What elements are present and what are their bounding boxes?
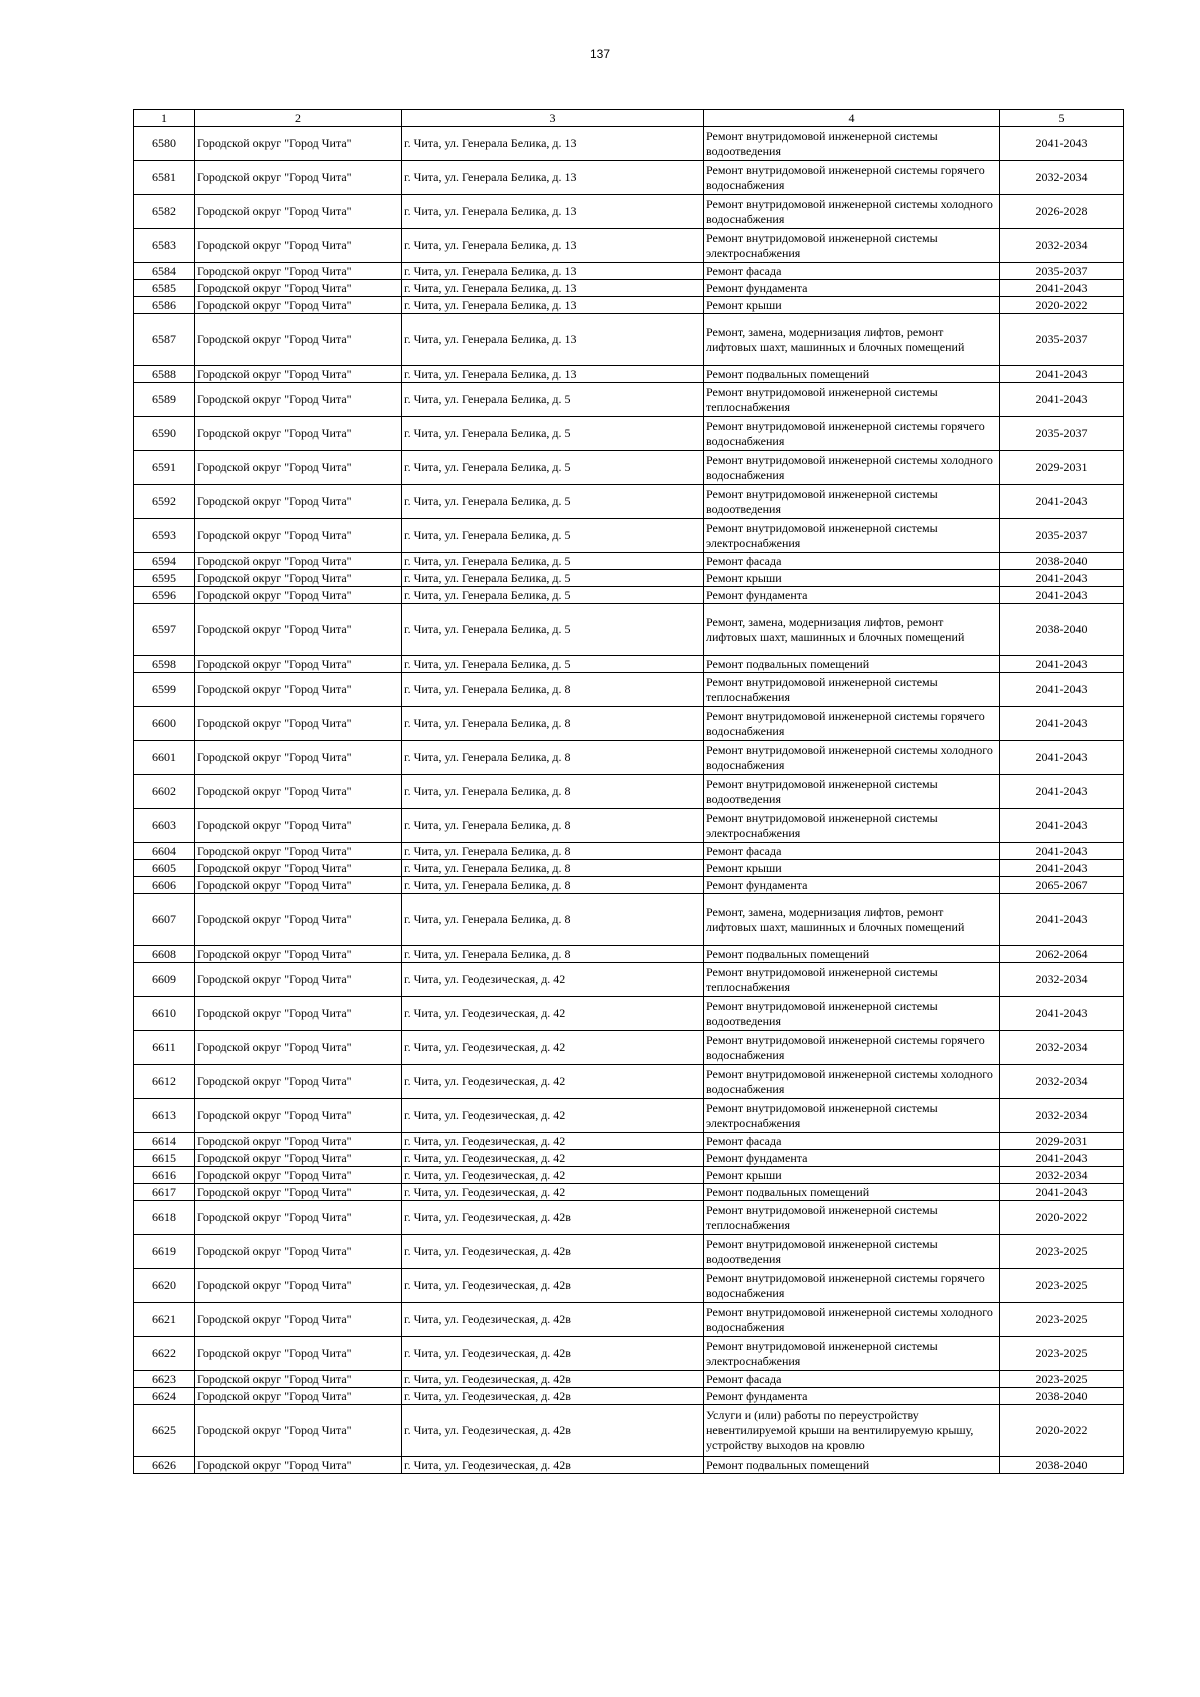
table-row — [134, 553, 1124, 570]
cell-address: г. Чита, ул. Генерала Белика, д. 5 — [402, 570, 704, 587]
cell-address: г. Чита, ул. Геодезическая, д. 42в — [402, 1388, 704, 1405]
cell-address: г. Чита, ул. Генерала Белика, д. 8 — [402, 894, 704, 946]
cell-address: г. Чита, ул. Геодезическая, д. 42 — [402, 1031, 704, 1065]
table-row — [134, 1269, 1124, 1303]
cell-row-number: 6614 — [134, 1133, 195, 1150]
cell-work-type: Ремонт внутридомовой инженерной системы холодного водоснабжения — [704, 741, 1000, 775]
cell-municipality: Городской округ "Город Чита" — [195, 195, 402, 229]
table-row — [134, 946, 1124, 963]
cell-period: 2035-2037 — [1000, 519, 1124, 553]
cell-address: г. Чита, ул. Генерала Белика, д. 8 — [402, 707, 704, 741]
cell-row-number: 6582 — [134, 195, 195, 229]
cell-address: г. Чита, ул. Геодезическая, д. 42 — [402, 1184, 704, 1201]
cell-work-type: Ремонт, замена, модернизация лифтов, ремонт лифтовых шахт, машинных и блочных помещений — [704, 604, 1000, 656]
header-cell-1: 1 — [134, 110, 195, 127]
cell-row-number: 6590 — [134, 417, 195, 451]
cell-row-number: 6594 — [134, 553, 195, 570]
cell-period: 2041-2043 — [1000, 1150, 1124, 1167]
cell-period: 2038-2040 — [1000, 1457, 1124, 1474]
cell-municipality: Городской округ "Город Чита" — [195, 366, 402, 383]
cell-work-type: Ремонт внутридомовой инженерной системы теплоснабжения — [704, 383, 1000, 417]
cell-municipality: Городской округ "Город Чита" — [195, 997, 402, 1031]
cell-municipality: Городской округ "Город Чита" — [195, 587, 402, 604]
table-row — [134, 314, 1124, 366]
cell-address: г. Чита, ул. Генерала Белика, д. 13 — [402, 127, 704, 161]
cell-period: 2041-2043 — [1000, 570, 1124, 587]
table-row — [134, 263, 1124, 280]
cell-period: 2038-2040 — [1000, 1388, 1124, 1405]
table-row — [134, 297, 1124, 314]
cell-municipality: Городской округ "Город Чита" — [195, 1388, 402, 1405]
cell-period: 2023-2025 — [1000, 1235, 1124, 1269]
cell-period: 2041-2043 — [1000, 775, 1124, 809]
cell-row-number: 6616 — [134, 1167, 195, 1184]
cell-period: 2062-2064 — [1000, 946, 1124, 963]
cell-municipality: Городской округ "Город Чита" — [195, 263, 402, 280]
cell-work-type: Ремонт внутридомовой инженерной системы электроснабжения — [704, 519, 1000, 553]
table-row — [134, 809, 1124, 843]
cell-municipality: Городской округ "Город Чита" — [195, 604, 402, 656]
cell-work-type: Ремонт подвальных помещений — [704, 1184, 1000, 1201]
cell-municipality: Городской округ "Город Чита" — [195, 314, 402, 366]
cell-municipality: Городской округ "Город Чита" — [195, 894, 402, 946]
table-row — [134, 366, 1124, 383]
cell-work-type: Ремонт внутридомовой инженерной системы электроснабжения — [704, 229, 1000, 263]
table-row — [134, 860, 1124, 877]
cell-address: г. Чита, ул. Генерала Белика, д. 5 — [402, 587, 704, 604]
cell-period: 2041-2043 — [1000, 741, 1124, 775]
cell-work-type: Ремонт подвальных помещений — [704, 656, 1000, 673]
cell-period: 2026-2028 — [1000, 195, 1124, 229]
cell-address: г. Чита, ул. Генерала Белика, д. 5 — [402, 383, 704, 417]
cell-period: 2020-2022 — [1000, 1201, 1124, 1235]
cell-work-type: Ремонт крыши — [704, 1167, 1000, 1184]
cell-row-number: 6584 — [134, 263, 195, 280]
cell-row-number: 6607 — [134, 894, 195, 946]
cell-period: 2035-2037 — [1000, 314, 1124, 366]
table-row — [134, 1457, 1124, 1474]
cell-work-type: Ремонт внутридомовой инженерной системы водоотведения — [704, 997, 1000, 1031]
cell-work-type: Ремонт внутридомовой инженерной системы холодного водоснабжения — [704, 1065, 1000, 1099]
cell-address: г. Чита, ул. Геодезическая, д. 42в — [402, 1235, 704, 1269]
cell-row-number: 6603 — [134, 809, 195, 843]
table-row — [134, 877, 1124, 894]
cell-municipality: Городской округ "Город Чита" — [195, 1371, 402, 1388]
cell-work-type: Ремонт фундамента — [704, 1388, 1000, 1405]
cell-period: 2038-2040 — [1000, 553, 1124, 570]
cell-work-type: Ремонт внутридомовой инженерной системы теплоснабжения — [704, 963, 1000, 997]
cell-work-type: Ремонт фасада — [704, 843, 1000, 860]
cell-period: 2041-2043 — [1000, 280, 1124, 297]
cell-address: г. Чита, ул. Генерала Белика, д. 5 — [402, 604, 704, 656]
cell-period: 2029-2031 — [1000, 1133, 1124, 1150]
cell-municipality: Городской округ "Город Чита" — [195, 1150, 402, 1167]
cell-period: 2029-2031 — [1000, 451, 1124, 485]
cell-period: 2041-2043 — [1000, 485, 1124, 519]
table-row — [134, 775, 1124, 809]
cell-period: 2032-2034 — [1000, 1099, 1124, 1133]
cell-municipality: Городской округ "Город Чита" — [195, 383, 402, 417]
table-body — [134, 110, 1124, 1474]
cell-address: г. Чита, ул. Геодезическая, д. 42в — [402, 1371, 704, 1388]
cell-work-type: Ремонт, замена, модернизация лифтов, ремонт лифтовых шахт, машинных и блочных помещений — [704, 314, 1000, 366]
table-row — [134, 587, 1124, 604]
cell-work-type: Ремонт внутридомовой инженерной системы горячего водоснабжения — [704, 161, 1000, 195]
cell-address: г. Чита, ул. Генерала Белика, д. 13 — [402, 229, 704, 263]
table-row — [134, 1167, 1124, 1184]
table-row — [134, 1201, 1124, 1235]
table-row — [134, 1337, 1124, 1371]
cell-address: г. Чита, ул. Генерала Белика, д. 8 — [402, 775, 704, 809]
cell-address: г. Чита, ул. Генерала Белика, д. 13 — [402, 366, 704, 383]
cell-period: 2032-2034 — [1000, 963, 1124, 997]
cell-municipality: Городской округ "Город Чита" — [195, 1303, 402, 1337]
cell-work-type: Ремонт внутридомовой инженерной системы холодного водоснабжения — [704, 195, 1000, 229]
cell-municipality: Городской округ "Город Чита" — [195, 127, 402, 161]
cell-period: 2041-2043 — [1000, 673, 1124, 707]
cell-municipality: Городской округ "Город Чита" — [195, 1133, 402, 1150]
cell-address: г. Чита, ул. Геодезическая, д. 42 — [402, 1133, 704, 1150]
table-row — [134, 383, 1124, 417]
cell-address: г. Чита, ул. Генерала Белика, д. 13 — [402, 161, 704, 195]
cell-work-type: Ремонт фасада — [704, 1371, 1000, 1388]
table-row — [134, 280, 1124, 297]
cell-municipality: Городской округ "Город Чита" — [195, 570, 402, 587]
cell-work-type: Ремонт фасада — [704, 1133, 1000, 1150]
cell-row-number: 6592 — [134, 485, 195, 519]
table-row — [134, 519, 1124, 553]
cell-period: 2032-2034 — [1000, 1031, 1124, 1065]
cell-work-type: Ремонт внутридомовой инженерной системы горячего водоснабжения — [704, 1269, 1000, 1303]
cell-work-type: Ремонт внутридомовой инженерной системы горячего водоснабжения — [704, 707, 1000, 741]
cell-address: г. Чита, ул. Геодезическая, д. 42в — [402, 1457, 704, 1474]
cell-row-number: 6611 — [134, 1031, 195, 1065]
cell-period: 2023-2025 — [1000, 1303, 1124, 1337]
cell-period: 2035-2037 — [1000, 417, 1124, 451]
cell-work-type: Ремонт крыши — [704, 570, 1000, 587]
cell-row-number: 6585 — [134, 280, 195, 297]
cell-row-number: 6620 — [134, 1269, 195, 1303]
cell-municipality: Городской округ "Город Чита" — [195, 843, 402, 860]
cell-work-type: Ремонт подвальных помещений — [704, 946, 1000, 963]
table-row — [134, 570, 1124, 587]
cell-row-number: 6625 — [134, 1405, 195, 1457]
cell-work-type: Ремонт внутридомовой инженерной системы теплоснабжения — [704, 673, 1000, 707]
cell-address: г. Чита, ул. Генерала Белика, д. 8 — [402, 860, 704, 877]
cell-work-type: Ремонт подвальных помещений — [704, 366, 1000, 383]
cell-period: 2041-2043 — [1000, 127, 1124, 161]
cell-row-number: 6612 — [134, 1065, 195, 1099]
cell-municipality: Городской округ "Город Чита" — [195, 1099, 402, 1133]
cell-row-number: 6615 — [134, 1150, 195, 1167]
cell-period: 2041-2043 — [1000, 1184, 1124, 1201]
cell-address: г. Чита, ул. Генерала Белика, д. 5 — [402, 656, 704, 673]
cell-municipality: Городской округ "Город Чита" — [195, 1201, 402, 1235]
table-row — [134, 1133, 1124, 1150]
cell-address: г. Чита, ул. Геодезическая, д. 42в — [402, 1269, 704, 1303]
cell-municipality: Городской округ "Город Чита" — [195, 161, 402, 195]
cell-row-number: 6605 — [134, 860, 195, 877]
cell-row-number: 6624 — [134, 1388, 195, 1405]
cell-row-number: 6581 — [134, 161, 195, 195]
table-row — [134, 451, 1124, 485]
cell-row-number: 6589 — [134, 383, 195, 417]
header-cell-5: 5 — [1000, 110, 1124, 127]
cell-work-type: Ремонт внутридомовой инженерной системы электроснабжения — [704, 1337, 1000, 1371]
cell-period: 2041-2043 — [1000, 707, 1124, 741]
cell-row-number: 6600 — [134, 707, 195, 741]
capital-repair-table — [133, 109, 1124, 1474]
table-row — [134, 1405, 1124, 1457]
cell-address: г. Чита, ул. Генерала Белика, д. 5 — [402, 451, 704, 485]
cell-municipality: Городской округ "Город Чита" — [195, 1457, 402, 1474]
cell-row-number: 6609 — [134, 963, 195, 997]
cell-municipality: Городской округ "Город Чита" — [195, 1337, 402, 1371]
cell-address: г. Чита, ул. Генерала Белика, д. 5 — [402, 485, 704, 519]
table-row — [134, 1031, 1124, 1065]
cell-address: г. Чита, ул. Генерала Белика, д. 8 — [402, 877, 704, 894]
cell-row-number: 6613 — [134, 1099, 195, 1133]
cell-municipality: Городской округ "Город Чита" — [195, 707, 402, 741]
table-row — [134, 1184, 1124, 1201]
cell-municipality: Городской округ "Город Чита" — [195, 1235, 402, 1269]
cell-row-number: 6618 — [134, 1201, 195, 1235]
cell-municipality: Городской округ "Город Чита" — [195, 1031, 402, 1065]
cell-work-type: Ремонт внутридомовой инженерной системы электроснабжения — [704, 809, 1000, 843]
cell-period: 2041-2043 — [1000, 656, 1124, 673]
cell-address: г. Чита, ул. Геодезическая, д. 42в — [402, 1303, 704, 1337]
cell-period: 2032-2034 — [1000, 229, 1124, 263]
cell-row-number: 6591 — [134, 451, 195, 485]
cell-row-number: 6619 — [134, 1235, 195, 1269]
cell-period: 2032-2034 — [1000, 161, 1124, 195]
cell-row-number: 6596 — [134, 587, 195, 604]
cell-address: г. Чита, ул. Геодезическая, д. 42в — [402, 1201, 704, 1235]
cell-address: г. Чита, ул. Геодезическая, д. 42 — [402, 997, 704, 1031]
cell-work-type: Ремонт внутридомовой инженерной системы горячего водоснабжения — [704, 417, 1000, 451]
cell-row-number: 6588 — [134, 366, 195, 383]
cell-address: г. Чита, ул. Геодезическая, д. 42 — [402, 1150, 704, 1167]
cell-municipality: Городской округ "Город Чита" — [195, 519, 402, 553]
header-cell-3: 3 — [402, 110, 704, 127]
cell-period: 2041-2043 — [1000, 809, 1124, 843]
cell-address: г. Чита, ул. Геодезическая, д. 42в — [402, 1405, 704, 1457]
cell-address: г. Чита, ул. Генерала Белика, д. 8 — [402, 673, 704, 707]
cell-municipality: Городской округ "Город Чита" — [195, 673, 402, 707]
cell-row-number: 6608 — [134, 946, 195, 963]
table-row — [134, 1235, 1124, 1269]
cell-address: г. Чита, ул. Геодезическая, д. 42 — [402, 1065, 704, 1099]
cell-address: г. Чита, ул. Генерала Белика, д. 5 — [402, 519, 704, 553]
cell-row-number: 6601 — [134, 741, 195, 775]
cell-work-type: Ремонт внутридомовой инженерной системы теплоснабжения — [704, 1201, 1000, 1235]
cell-municipality: Городской округ "Город Чита" — [195, 417, 402, 451]
table-row — [134, 1099, 1124, 1133]
cell-work-type: Ремонт фасада — [704, 263, 1000, 280]
table-row — [134, 997, 1124, 1031]
cell-municipality: Городской округ "Город Чита" — [195, 451, 402, 485]
table-row — [134, 161, 1124, 195]
cell-municipality: Городской округ "Город Чита" — [195, 809, 402, 843]
table-row — [134, 741, 1124, 775]
cell-period: 2020-2022 — [1000, 297, 1124, 314]
cell-municipality: Городской округ "Город Чита" — [195, 963, 402, 997]
cell-work-type: Ремонт фундамента — [704, 587, 1000, 604]
cell-row-number: 6623 — [134, 1371, 195, 1388]
cell-row-number: 6595 — [134, 570, 195, 587]
cell-period: 2041-2043 — [1000, 587, 1124, 604]
table-row — [134, 485, 1124, 519]
header-row — [134, 110, 1124, 127]
cell-row-number: 6610 — [134, 997, 195, 1031]
cell-municipality: Городской округ "Город Чита" — [195, 297, 402, 314]
cell-municipality: Городской округ "Город Чита" — [195, 860, 402, 877]
cell-address: г. Чита, ул. Генерала Белика, д. 8 — [402, 843, 704, 860]
cell-work-type: Ремонт внутридомовой инженерной системы водоотведения — [704, 127, 1000, 161]
cell-work-type: Ремонт крыши — [704, 860, 1000, 877]
cell-municipality: Городской округ "Город Чита" — [195, 485, 402, 519]
cell-municipality: Городской округ "Город Чита" — [195, 280, 402, 297]
cell-period: 2023-2025 — [1000, 1269, 1124, 1303]
cell-row-number: 6583 — [134, 229, 195, 263]
cell-municipality: Городской округ "Город Чита" — [195, 1269, 402, 1303]
cell-municipality: Городской округ "Город Чита" — [195, 656, 402, 673]
cell-period: 2023-2025 — [1000, 1337, 1124, 1371]
cell-period: 2041-2043 — [1000, 860, 1124, 877]
cell-period: 2035-2037 — [1000, 263, 1124, 280]
cell-municipality: Городской округ "Город Чита" — [195, 877, 402, 894]
cell-municipality: Городской округ "Город Чита" — [195, 1405, 402, 1457]
cell-municipality: Городской округ "Город Чита" — [195, 775, 402, 809]
cell-work-type: Ремонт внутридомовой инженерной системы водоотведения — [704, 775, 1000, 809]
cell-row-number: 6617 — [134, 1184, 195, 1201]
table-row — [134, 1150, 1124, 1167]
cell-address: г. Чита, ул. Геодезическая, д. 42 — [402, 1099, 704, 1133]
cell-work-type: Ремонт внутридомовой инженерной системы электроснабжения — [704, 1099, 1000, 1133]
cell-row-number: 6621 — [134, 1303, 195, 1337]
table-row — [134, 195, 1124, 229]
cell-row-number: 6587 — [134, 314, 195, 366]
cell-municipality: Городской округ "Город Чита" — [195, 1184, 402, 1201]
cell-work-type: Ремонт подвальных помещений — [704, 1457, 1000, 1474]
cell-period: 2041-2043 — [1000, 843, 1124, 860]
cell-address: г. Чита, ул. Генерала Белика, д. 13 — [402, 280, 704, 297]
cell-address: г. Чита, ул. Генерала Белика, д. 13 — [402, 195, 704, 229]
cell-work-type: Ремонт крыши — [704, 297, 1000, 314]
table-row — [134, 656, 1124, 673]
cell-address: г. Чита, ул. Генерала Белика, д. 8 — [402, 741, 704, 775]
cell-municipality: Городской округ "Город Чита" — [195, 229, 402, 263]
table-row — [134, 673, 1124, 707]
cell-period: 2023-2025 — [1000, 1371, 1124, 1388]
cell-address: г. Чита, ул. Генерала Белика, д. 13 — [402, 297, 704, 314]
cell-municipality: Городской округ "Город Чита" — [195, 946, 402, 963]
cell-row-number: 6598 — [134, 656, 195, 673]
table-row — [134, 1388, 1124, 1405]
cell-work-type: Ремонт фасада — [704, 553, 1000, 570]
table-row — [134, 1371, 1124, 1388]
table-row — [134, 127, 1124, 161]
header-cell-4: 4 — [704, 110, 1000, 127]
header-cell-2: 2 — [195, 110, 402, 127]
cell-period: 2020-2022 — [1000, 1405, 1124, 1457]
cell-period: 2065-2067 — [1000, 877, 1124, 894]
cell-address: г. Чита, ул. Геодезическая, д. 42в — [402, 1337, 704, 1371]
table-row — [134, 229, 1124, 263]
cell-work-type: Ремонт внутридомовой инженерной системы холодного водоснабжения — [704, 1303, 1000, 1337]
cell-row-number: 6599 — [134, 673, 195, 707]
cell-period: 2038-2040 — [1000, 604, 1124, 656]
cell-period: 2041-2043 — [1000, 366, 1124, 383]
cell-work-type: Ремонт внутридомовой инженерной системы холодного водоснабжения — [704, 451, 1000, 485]
table-row — [134, 1303, 1124, 1337]
cell-work-type: Ремонт фундамента — [704, 1150, 1000, 1167]
cell-row-number: 6626 — [134, 1457, 195, 1474]
cell-work-type: Услуги и (или) работы по переустройству невентилируемой крыши на вентилируемую крышу, устройству выходов на кровлю — [704, 1405, 1000, 1457]
table-row — [134, 894, 1124, 946]
cell-address: г. Чита, ул. Генерала Белика, д. 8 — [402, 946, 704, 963]
cell-row-number: 6602 — [134, 775, 195, 809]
cell-row-number: 6606 — [134, 877, 195, 894]
cell-address: г. Чита, ул. Генерала Белика, д. 13 — [402, 263, 704, 280]
table-row — [134, 1065, 1124, 1099]
table-row — [134, 417, 1124, 451]
cell-row-number: 6597 — [134, 604, 195, 656]
cell-period: 2041-2043 — [1000, 894, 1124, 946]
cell-address: г. Чита, ул. Генерала Белика, д. 5 — [402, 417, 704, 451]
cell-work-type: Ремонт внутридомовой инженерной системы горячего водоснабжения — [704, 1031, 1000, 1065]
cell-row-number: 6586 — [134, 297, 195, 314]
cell-municipality: Городской округ "Город Чита" — [195, 741, 402, 775]
cell-address: г. Чита, ул. Генерала Белика, д. 5 — [402, 553, 704, 570]
cell-row-number: 6580 — [134, 127, 195, 161]
cell-period: 2041-2043 — [1000, 383, 1124, 417]
cell-address: г. Чита, ул. Генерала Белика, д. 8 — [402, 809, 704, 843]
table-row — [134, 963, 1124, 997]
cell-address: г. Чита, ул. Генерала Белика, д. 13 — [402, 314, 704, 366]
cell-work-type: Ремонт, замена, модернизация лифтов, ремонт лифтовых шахт, машинных и блочных помещений — [704, 894, 1000, 946]
cell-work-type: Ремонт внутридомовой инженерной системы водоотведения — [704, 1235, 1000, 1269]
cell-address: г. Чита, ул. Геодезическая, д. 42 — [402, 963, 704, 997]
cell-work-type: Ремонт фундамента — [704, 280, 1000, 297]
table-row — [134, 604, 1124, 656]
table-row — [134, 707, 1124, 741]
cell-period: 2041-2043 — [1000, 997, 1124, 1031]
cell-row-number: 6604 — [134, 843, 195, 860]
cell-work-type: Ремонт фундамента — [704, 877, 1000, 894]
cell-address: г. Чита, ул. Геодезическая, д. 42 — [402, 1167, 704, 1184]
cell-period: 2032-2034 — [1000, 1065, 1124, 1099]
cell-row-number: 6593 — [134, 519, 195, 553]
table-row — [134, 843, 1124, 860]
cell-work-type: Ремонт внутридомовой инженерной системы водоотведения — [704, 485, 1000, 519]
cell-municipality: Городской округ "Город Чита" — [195, 1065, 402, 1099]
cell-row-number: 6622 — [134, 1337, 195, 1371]
page-number: 137 — [589, 47, 611, 61]
cell-period: 2032-2034 — [1000, 1167, 1124, 1184]
cell-municipality: Городской округ "Город Чита" — [195, 553, 402, 570]
cell-municipality: Городской округ "Город Чита" — [195, 1167, 402, 1184]
